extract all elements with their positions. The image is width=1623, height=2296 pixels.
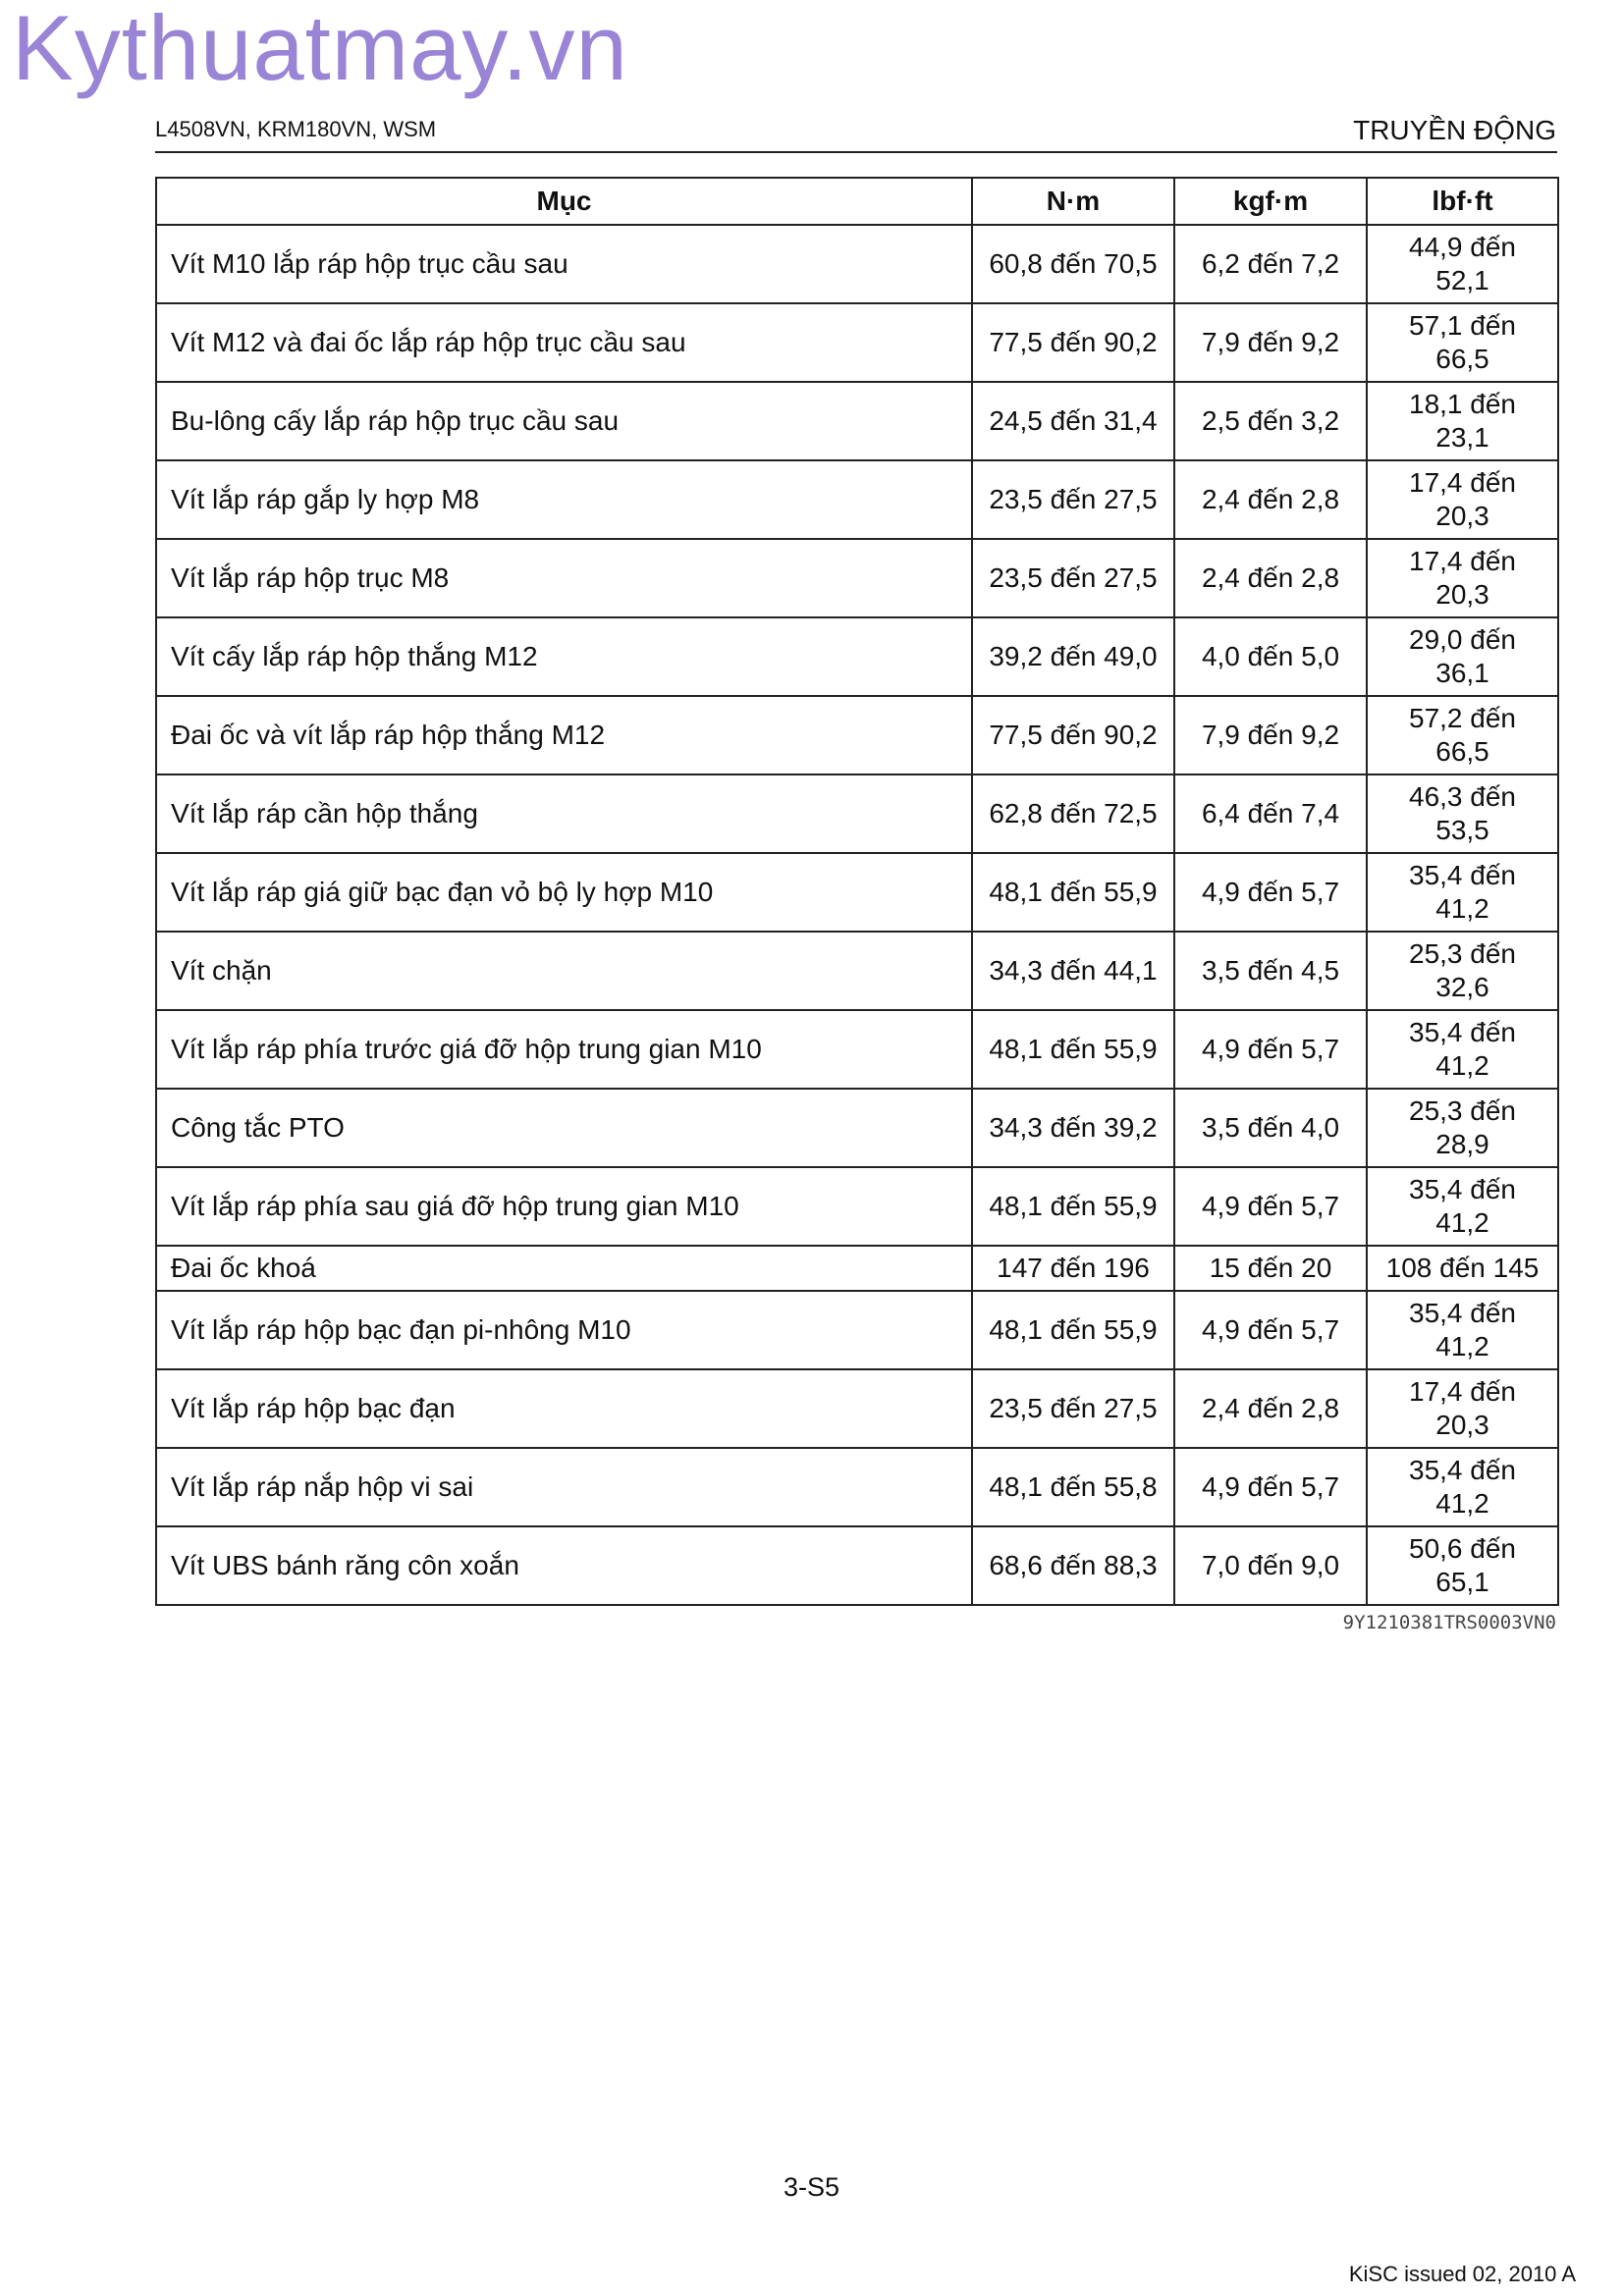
cell-kgfm: 4,9 đến 5,7 <box>1174 1167 1367 1246</box>
cell-item: Vít lắp ráp nắp hộp vi sai <box>156 1448 972 1526</box>
cell-lbfft: 25,3 đến 28,9 <box>1367 1089 1558 1167</box>
table-row <box>156 460 1558 539</box>
cell-lbfft: 46,3 đến 53,5 <box>1367 774 1558 853</box>
cell-kgfm: 7,9 đến 9,2 <box>1174 303 1367 382</box>
table-row <box>156 1369 1558 1448</box>
footer-issue-info: KiSC issued 02, 2010 A <box>1348 2262 1576 2286</box>
cell-lbfft: 44,9 đến 52,1 <box>1367 225 1558 303</box>
cell-lbfft: 35,4 đến 41,2 <box>1367 1010 1558 1089</box>
cell-nm: 23,5 đến 27,5 <box>972 1369 1174 1448</box>
cell-item: Bu-lông cấy lắp ráp hộp trục cầu sau <box>156 382 972 460</box>
cell-lbfft: 50,6 đến 65,1 <box>1367 1526 1558 1605</box>
cell-item: Đai ốc và vít lắp ráp hộp thắng M12 <box>156 696 972 774</box>
cell-nm: 23,5 đến 27,5 <box>972 539 1174 617</box>
cell-item: Vít M12 và đai ốc lắp ráp hộp trục cầu sau <box>156 303 972 382</box>
cell-kgfm: 4,9 đến 5,7 <box>1174 1448 1367 1526</box>
cell-nm: 77,5 đến 90,2 <box>972 303 1174 382</box>
cell-kgfm: 2,5 đến 3,2 <box>1174 382 1367 460</box>
table-row <box>156 1167 1558 1246</box>
cell-lbfft: 17,4 đến 20,3 <box>1367 1369 1558 1448</box>
header-models: L4508VN, KRM180VN, WSM <box>155 117 437 141</box>
cell-kgfm: 7,0 đến 9,0 <box>1174 1526 1367 1605</box>
cell-nm: 23,5 đến 27,5 <box>972 460 1174 539</box>
cell-kgfm: 3,5 đến 4,5 <box>1174 932 1367 1010</box>
cell-lbfft: 17,4 đến 20,3 <box>1367 460 1558 539</box>
cell-nm: 147 đến 196 <box>972 1246 1174 1291</box>
cell-kgfm: 2,4 đến 2,8 <box>1174 539 1367 617</box>
column-header-nm: N·m <box>972 178 1174 225</box>
cell-nm: 48,1 đến 55,9 <box>972 1291 1174 1369</box>
cell-nm: 60,8 đến 70,5 <box>972 225 1174 303</box>
cell-nm: 34,3 đến 44,1 <box>972 932 1174 1010</box>
cell-kgfm: 2,4 đến 2,8 <box>1174 460 1367 539</box>
table-row <box>156 225 1558 303</box>
cell-kgfm: 4,9 đến 5,7 <box>1174 853 1367 932</box>
cell-kgfm: 7,9 đến 9,2 <box>1174 696 1367 774</box>
cell-item: Vít M10 lắp ráp hộp trục cầu sau <box>156 225 972 303</box>
table-row <box>156 382 1558 460</box>
cell-nm: 68,6 đến 88,3 <box>972 1526 1174 1605</box>
table-row <box>156 1010 1558 1089</box>
cell-lbfft: 35,4 đến 41,2 <box>1367 1448 1558 1526</box>
column-header-item: Mục <box>156 178 972 225</box>
cell-nm: 48,1 đến 55,9 <box>972 853 1174 932</box>
cell-lbfft: 29,0 đến 36,1 <box>1367 617 1558 696</box>
cell-item: Vít lắp ráp hộp trục M8 <box>156 539 972 617</box>
cell-item: Vít UBS bánh răng côn xoắn <box>156 1526 972 1605</box>
cell-kgfm: 4,9 đến 5,7 <box>1174 1010 1367 1089</box>
cell-item: Vít cấy lắp ráp hộp thắng M12 <box>156 617 972 696</box>
cell-lbfft: 18,1 đến 23,1 <box>1367 382 1558 460</box>
cell-item: Vít lắp ráp gắp ly hợp M8 <box>156 460 972 539</box>
cell-kgfm: 2,4 đến 2,8 <box>1174 1369 1367 1448</box>
table-row <box>156 1246 1558 1291</box>
cell-lbfft: 25,3 đến 32,6 <box>1367 932 1558 1010</box>
cell-kgfm: 3,5 đến 4,0 <box>1174 1089 1367 1167</box>
torque-table <box>155 177 1559 1606</box>
cell-nm: 48,1 đến 55,9 <box>972 1010 1174 1089</box>
cell-lbfft: 35,4 đến 41,2 <box>1367 1167 1558 1246</box>
cell-lbfft: 57,2 đến 66,5 <box>1367 696 1558 774</box>
table-row <box>156 617 1558 696</box>
table-row <box>156 932 1558 1010</box>
column-header-kgfm: kgf·m <box>1174 178 1367 225</box>
page-number: 3-S5 <box>783 2172 840 2202</box>
table-row <box>156 1291 1558 1369</box>
cell-lbfft: 57,1 đến 66,5 <box>1367 303 1558 382</box>
document-code: 9Y1210381TRS0003VN0 <box>1342 1612 1556 1633</box>
cell-item: Vít lắp ráp phía trước giá đỡ hộp trung gian M10 <box>156 1010 972 1089</box>
column-header-lbfft: lbf·ft <box>1367 178 1558 225</box>
cell-item: Vít lắp ráp hộp bạc đạn pi-nhông M10 <box>156 1291 972 1369</box>
table-row <box>156 1526 1558 1605</box>
cell-item: Vít lắp ráp phía sau giá đỡ hộp trung gian M10 <box>156 1167 972 1246</box>
cell-lbfft: 108 đến 145 <box>1367 1246 1558 1291</box>
table-row <box>156 1448 1558 1526</box>
cell-kgfm: 6,4 đến 7,4 <box>1174 774 1367 853</box>
cell-nm: 48,1 đến 55,9 <box>972 1167 1174 1246</box>
cell-kgfm: 6,2 đến 7,2 <box>1174 225 1367 303</box>
cell-lbfft: 35,4 đến 41,2 <box>1367 853 1558 932</box>
cell-kgfm: 4,9 đến 5,7 <box>1174 1291 1367 1369</box>
table-row <box>156 853 1558 932</box>
watermark-logo: Kythuatmay.vn <box>12 0 628 99</box>
cell-item: Vít chặn <box>156 932 972 1010</box>
table-row <box>156 696 1558 774</box>
cell-item: Đai ốc khoá <box>156 1246 972 1291</box>
cell-nm: 34,3 đến 39,2 <box>972 1089 1174 1167</box>
header-section-title: TRUYỀN ĐỘNG <box>1353 115 1556 145</box>
table-row <box>156 1089 1558 1167</box>
cell-nm: 62,8 đến 72,5 <box>972 774 1174 853</box>
cell-item: Vít lắp ráp hộp bạc đạn <box>156 1369 972 1448</box>
cell-item: Công tắc PTO <box>156 1089 972 1167</box>
cell-nm: 48,1 đến 55,8 <box>972 1448 1174 1526</box>
cell-kgfm: 4,0 đến 5,0 <box>1174 617 1367 696</box>
cell-lbfft: 35,4 đến 41,2 <box>1367 1291 1558 1369</box>
cell-nm: 24,5 đến 31,4 <box>972 382 1174 460</box>
table-row <box>156 303 1558 382</box>
cell-nm: 39,2 đến 49,0 <box>972 617 1174 696</box>
cell-kgfm: 15 đến 20 <box>1174 1246 1367 1291</box>
cell-item: Vít lắp ráp giá giữ bạc đạn vỏ bộ ly hợp M10 <box>156 853 972 932</box>
cell-nm: 77,5 đến 90,2 <box>972 696 1174 774</box>
table-row <box>156 539 1558 617</box>
header-divider <box>155 151 1557 153</box>
cell-item: Vít lắp ráp cần hộp thắng <box>156 774 972 853</box>
table-row <box>156 774 1558 853</box>
table-header-row <box>156 178 1558 225</box>
cell-lbfft: 17,4 đến 20,3 <box>1367 539 1558 617</box>
